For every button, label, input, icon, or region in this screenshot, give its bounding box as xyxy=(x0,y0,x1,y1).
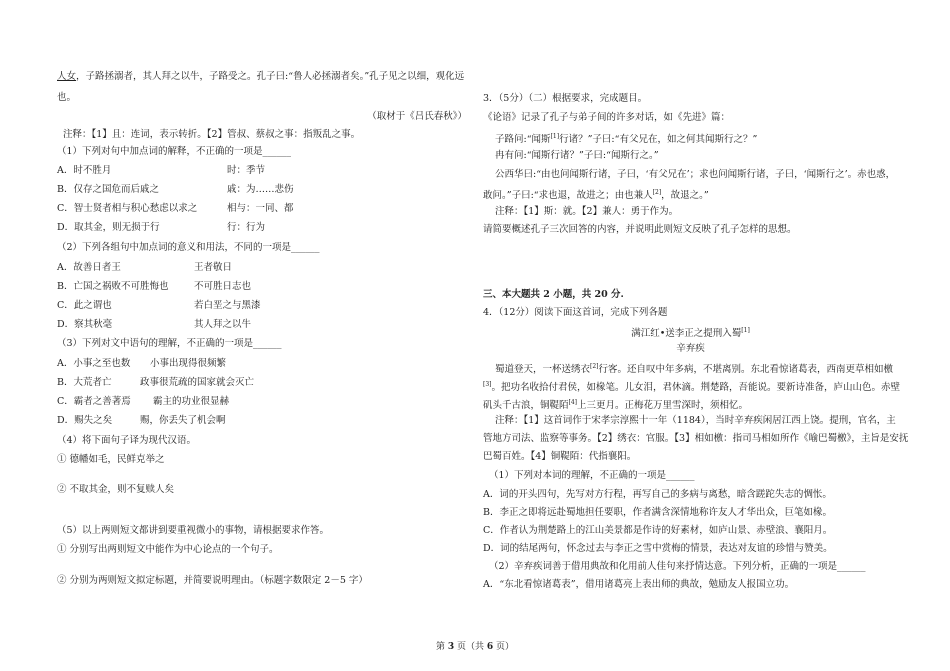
sub-question-1: （1）下列对本词的理解，不正确的一项是______ xyxy=(489,470,695,481)
poem-author: 辛弃疾 xyxy=(676,343,705,354)
dialogue-line: 公西华曰:“由也问闻斯行诸，子曰，‘有父兄在’；求也问闻斯行诸，子曰，‘闻斯行之’。赤也惑， xyxy=(495,169,896,180)
q1-option-b: B．仅存之国危而后戚之 戚：为……悲伤 xyxy=(57,184,294,195)
question-4: （4）将下面句子译为现代汉语。 xyxy=(57,435,197,446)
q4-item-2: ② 不取其金，则不复赎人矣 xyxy=(57,484,175,495)
question-4-title: 4．（12分）阅读下面这首词，完成下列各题 xyxy=(483,307,668,318)
s1-option-d: D．词的结尾两句，怀念过去与李正之雪中赏梅的情景，表达对友谊的珍惜与赞美。 xyxy=(483,543,833,554)
analects-intro: 《论语》记录了孔子与弟子间的许多对话，如《先进》篇： xyxy=(483,112,731,123)
total-pages: 6 xyxy=(486,642,494,652)
q2-option-c: C．此之谓也 若白垩之与黑漆 xyxy=(57,300,261,311)
passage-line: 也。 xyxy=(57,92,77,103)
q2-option-d: D．察其秋毫 其人拜之以牛 xyxy=(57,319,252,330)
q3-option-b: B．大荒者亡 政事很荒疏的国家就会灭亡 xyxy=(57,377,255,388)
s1-option-a: A．词的开头四句，先写对方行程，再写自己的多病与离愁，暗含蹉跎失志的惆怅。 xyxy=(483,489,832,500)
dialogue-line: 冉有问:“闻斯行诸？”子曰:“闻斯行之。” xyxy=(495,150,659,161)
s2-option-a: A．“东北看惊诸葛表”，借用诸葛亮上表出师的典故，勉励友人报国立功。 xyxy=(483,579,795,590)
q1-option-d: D．取其金，则无损于行 行：行为 xyxy=(57,222,266,233)
q5-item-2: ② 分别为两则短文拟定标题，并简要说明理由。（标题字数限定 2－5 字） xyxy=(57,575,368,586)
q3-option-c: C．霸者之善著焉 霸主的功业很显赫 xyxy=(57,396,230,407)
q3-option-a: A．小事之至也数 小事出现得很频繁 xyxy=(57,358,227,369)
question-prompt: 请简要概述孔子三次回答的内容，并说明此则短文反映了孔子怎样的思想。 xyxy=(483,224,797,235)
question-3-title: 3．（5分）（二）根据要求，完成题目。 xyxy=(483,93,648,104)
question-1: （1）下列对句中加点词的解释，不正确的一项是______ xyxy=(57,146,292,157)
dialogue-line: 子路问:“闻斯[1]行诸？”子曰:“有父兄在，如之何其闻斯行之？” xyxy=(495,133,758,146)
q2-option-a: A．故善日者王 王者敬日 xyxy=(57,262,233,273)
poem-line: [3]。把功名收拾付君侯，如椽笔。儿女泪，君休滴。荆楚路，吾能说。要新诗准备，庐山山色。赤壁 xyxy=(483,381,901,394)
poem-line: 蜀道登天，一杯送绣衣[2]行客。还自叹中年多病，不堪离别。东北看惊诸葛表，西南更草相如檄 xyxy=(495,363,894,376)
q1-option-c: C．智士贤者相与积心愁虑以求之 相与：一同、都 xyxy=(57,203,294,214)
q5-item-1: ① 分别写出两则短文中能作为中心论点的一个句子。 xyxy=(57,544,279,555)
dialogue-line: 敢问。”子曰:“求也退，故进之；由也兼人[2]，故退之。” xyxy=(483,189,709,202)
poem-title: 满江红•送李正之提刑入蜀[1] xyxy=(631,327,750,340)
annotation: 注释：【1】这首词作于宋孝宗淳熙十一年（1184），当时辛弃疾闲居江西上饶。提刑，官名，主 xyxy=(495,415,896,426)
question-3: （3）下列对文中语句的理解，不正确的一项是______ xyxy=(57,338,282,349)
question-2: （2）下列各组句中加点词的意义和用法，不同的一项是______ xyxy=(57,242,320,253)
poem-line: 矶头千古浪，铜鞮陌[4]上三更月。正梅花万里雪深时，须相忆。 xyxy=(483,399,749,412)
s1-option-b: B．李正之即将远赴蜀地担任要职，作者满含深情地称许友人才华出众，巨笔如椽。 xyxy=(483,507,832,518)
annotation: 注释：【1】且：连词，表示转折。【2】管叔、蔡叔之事：指叛乱之事。 xyxy=(63,129,361,140)
source-citation: （取材于《吕氏春秋》） xyxy=(367,111,467,122)
page-number: 3 xyxy=(447,642,455,652)
q2-option-b: B．亡国之祸败不可胜悔也 不可胜日志也 xyxy=(57,281,252,292)
q1-option-a: A．时不胜月 时：季节 xyxy=(57,165,266,176)
page-footer: 第 3 页（共 6 页） xyxy=(435,642,515,652)
question-5: （5）以上两则短文都讲到要重视微小的事物，请根据要求作答。 xyxy=(57,525,330,536)
sub-question-2: （2）辛弃疾词善于借用典故和化用前人佳句来抒情达意。下列分析，正确的一项是______ xyxy=(489,561,866,572)
section-heading: 三、本大题共 2 小题，共 20 分. xyxy=(483,289,624,300)
annotation: 巴蜀百姓。【4】铜鞮陌：代指襄阳。 xyxy=(483,451,637,462)
passage-line: 人女，子路拯溺者，其人拜之以牛，子路受之。孔子曰:“鲁人必拯溺者矣。”孔子见之以细，观化远 xyxy=(57,71,465,82)
q4-item-1: ① 德幡如毛，民鲜克举之 xyxy=(57,454,165,465)
annotation: 注释：【1】斯：就。【2】兼人：勇于作为。 xyxy=(495,206,679,217)
s1-option-c: C．作者认为荆楚路上的江山美景都是作诗的好素材，如庐山景、赤壁浪、襄阳月。 xyxy=(483,525,833,536)
q3-option-d: D．赐失之矣 赐，你丢失了机会啊 xyxy=(57,415,226,426)
annotation: 管地方司法、监察等事务。【2】绣衣：官服。【3】相如檄：指司马相如所作《喻巴蜀檄》，主旨是安抚 xyxy=(483,433,909,444)
